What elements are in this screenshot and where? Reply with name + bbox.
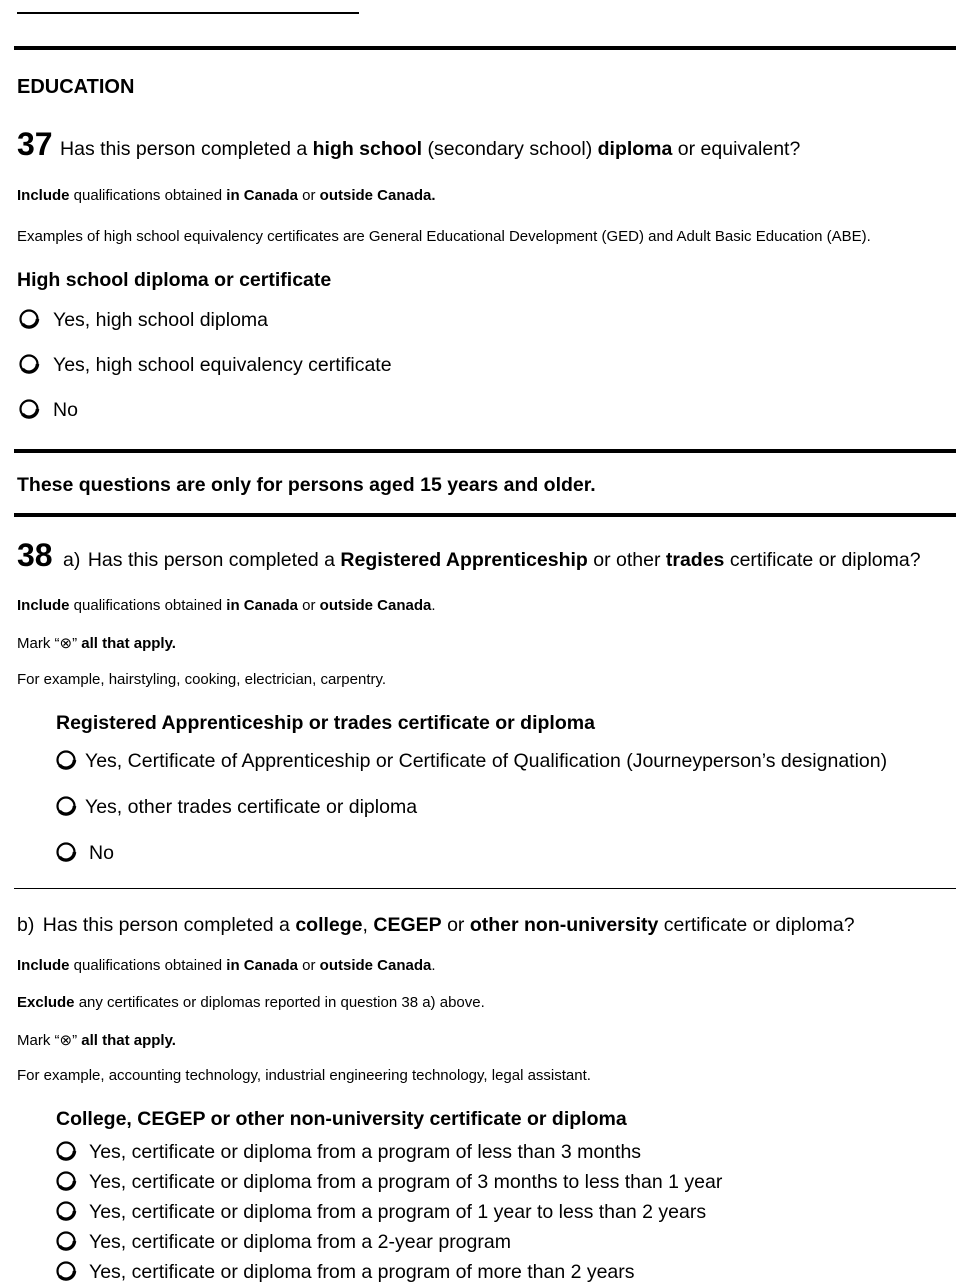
option-label: Yes, certificate or diploma from a program of more than 2 years bbox=[89, 1260, 635, 1283]
q38a-option-no[interactable] bbox=[55, 841, 114, 865]
q38a-examples: For example, hairstyling, cooking, electrician, carpentry. bbox=[17, 671, 387, 688]
q38-number: 38 bbox=[17, 537, 53, 573]
q38a-group-label: Registered Apprenticeship or trades certificate or diploma bbox=[56, 712, 595, 734]
q38b-group-label: College, CEGEP or other non-university certificate or diploma bbox=[56, 1108, 627, 1130]
radio-circle-icon bbox=[55, 1170, 79, 1194]
q38a-part-label: a) bbox=[63, 549, 81, 571]
q38b-mark-instruction: Mark “⊗” all that apply. bbox=[17, 1032, 176, 1049]
q37-option-yes-equivalency[interactable] bbox=[18, 353, 392, 377]
q38a-include-note: Include qualifications obtained in Canada or outside Canada. bbox=[17, 597, 436, 614]
radio-circle-icon bbox=[55, 841, 79, 865]
q37-include-note: Include qualifications obtained in Canada or outside Canada. bbox=[17, 187, 436, 204]
q38b-heading bbox=[17, 914, 855, 937]
q38b-include-note: Include qualifications obtained in Canada or outside Canada. bbox=[17, 957, 436, 974]
q38b-option-1-2-years[interactable] bbox=[55, 1200, 706, 1224]
radio-circle-icon bbox=[18, 398, 42, 422]
age-notice-bottom-rule bbox=[14, 513, 956, 517]
radio-circle-icon bbox=[55, 795, 79, 819]
radio-circle-icon bbox=[55, 1260, 79, 1284]
q38-divider bbox=[14, 888, 956, 889]
q37-heading bbox=[17, 126, 800, 163]
q38a-heading bbox=[17, 537, 921, 574]
option-label: Yes, Certificate of Apprenticeship or Certificate of Qualification (Journeyperson’s designation) bbox=[85, 749, 888, 772]
q38a-text: Has this person completed a Registered Apprenticeship or other trades certificate or diploma? bbox=[87, 549, 921, 571]
q38b-option-more-2-years[interactable] bbox=[55, 1260, 635, 1284]
option-label: No bbox=[53, 398, 78, 421]
option-label: Yes, other trades certificate or diploma bbox=[85, 795, 418, 818]
age-notice: These questions are only for persons aged 15 years and older. bbox=[17, 474, 596, 496]
section-title: EDUCATION bbox=[17, 76, 135, 98]
q38b-text: Has this person completed a college, CEGEP or other non-university certificate or diploma? bbox=[42, 914, 855, 936]
section-top-rule bbox=[14, 46, 956, 50]
q38a-option-other-trades[interactable] bbox=[55, 795, 417, 819]
option-label: No bbox=[89, 841, 114, 864]
age-notice-top-rule bbox=[14, 449, 956, 453]
q38b-exclude-note: Exclude any certificates or diplomas reported in question 38 a) above. bbox=[17, 994, 485, 1011]
option-label: Yes, certificate or diploma from a 2-year program bbox=[89, 1230, 511, 1253]
q38b-part-label: b) bbox=[17, 914, 35, 936]
top-short-rule bbox=[17, 12, 359, 14]
option-label: Yes, certificate or diploma from a program of 3 months to less than 1 year bbox=[89, 1170, 723, 1193]
q37-option-no[interactable] bbox=[18, 398, 78, 422]
radio-circle-icon bbox=[55, 1200, 79, 1224]
radio-circle-icon bbox=[55, 1140, 79, 1164]
q37-text: Has this person completed a high school (secondary school) diploma or equivalent? bbox=[60, 138, 801, 160]
q37-group-label: High school diploma or certificate bbox=[17, 269, 332, 291]
q38b-option-3-months-1-year[interactable] bbox=[55, 1170, 722, 1194]
option-label: Yes, certificate or diploma from a program of 1 year to less than 2 years bbox=[89, 1200, 707, 1223]
radio-circle-icon bbox=[55, 749, 79, 773]
q38a-option-apprenticeship[interactable] bbox=[55, 749, 887, 773]
option-label: Yes, high school equivalency certificate bbox=[53, 353, 392, 376]
option-label: Yes, high school diploma bbox=[53, 308, 269, 331]
q37-examples: Examples of high school equivalency certificates are General Educational Development (GED) and Adult Basic Education (ABE). bbox=[17, 228, 871, 245]
q37-option-yes-diploma[interactable] bbox=[18, 308, 268, 332]
q38b-examples: For example, accounting technology, industrial engineering technology, legal assistant. bbox=[17, 1067, 591, 1084]
radio-circle-icon bbox=[55, 1230, 79, 1254]
radio-circle-icon bbox=[18, 308, 42, 332]
q38b-option-less-3-months[interactable] bbox=[55, 1140, 641, 1164]
radio-circle-icon bbox=[18, 353, 42, 377]
q38a-mark-instruction: Mark “⊗” all that apply. bbox=[17, 635, 176, 652]
option-label: Yes, certificate or diploma from a program of less than 3 months bbox=[89, 1140, 642, 1163]
q37-number: 37 bbox=[17, 126, 53, 162]
q38b-option-2-year[interactable] bbox=[55, 1230, 511, 1254]
